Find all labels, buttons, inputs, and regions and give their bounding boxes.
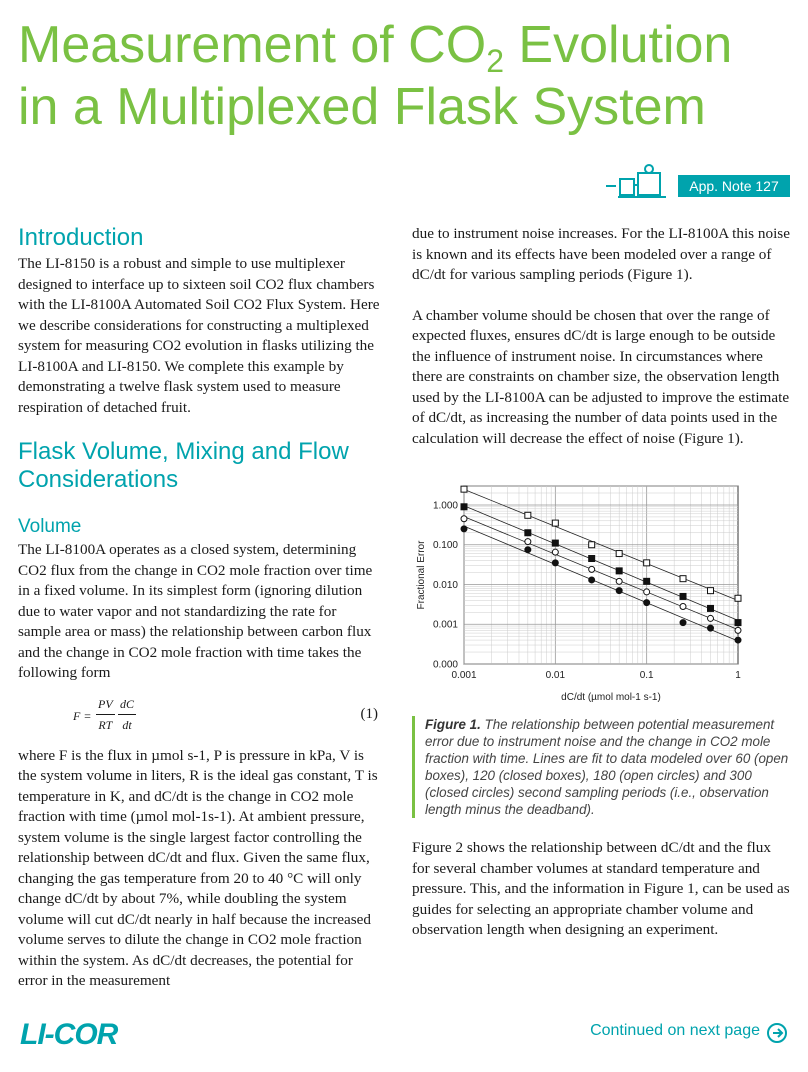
data-point: [680, 603, 686, 609]
data-point: [680, 593, 686, 599]
data-point: [644, 578, 650, 584]
data-point: [525, 539, 531, 545]
right-text-1: due to instrument noise increases. For the LI-8100A this noise is known and its effects have been modeled over a range of dC/dt for various sampling periods (Figure 1).: [412, 225, 790, 283]
licor-logo: LI-COR: [20, 1018, 118, 1051]
left-column: [18, 224, 382, 992]
data-point: [461, 526, 467, 532]
data-point: [461, 516, 467, 522]
y-tick-label: 0.001: [432, 619, 458, 631]
equation-1: F = $\frac{PV}{RT}$ $\frac{dC}{dt}$ (1): [18, 684, 382, 746]
title-line-2: in a Multiplexed Flask System: [18, 78, 706, 136]
data-point: [735, 637, 741, 643]
data-point: [644, 600, 650, 606]
figure-1-caption: Figure 1. The relationship between potential measurement error due to instrument noise and the change in CO2 mole fraction with time. Lines are fit to data modeled over 60 (open boxes), 120 (closed boxes), 180 (open circles) and 300 (closed circles) second sampling periods (i.e., observation length minus the deadband).: [412, 716, 795, 818]
y-tick-label: 1.000: [432, 500, 458, 512]
data-point: [461, 504, 467, 510]
data-point: [552, 520, 558, 526]
data-point: [735, 620, 741, 626]
data-point: [644, 589, 650, 595]
x-tick-label: 0.1: [639, 670, 654, 681]
arrow-right-icon[interactable]: [766, 1022, 788, 1044]
data-point: [552, 560, 558, 566]
data-point: [616, 578, 622, 584]
plot-area: [464, 486, 738, 664]
data-point: [589, 566, 595, 572]
volume-text-2: where F is the flux in µmol s-1, P is pressure in kPa, V is the system volume in liters, R is the ideal gas constant, T is temperature in K, and dC/dt is the change in CO2 mole fraction with time (µmol mol-1s-1). At ambient pressure, system volume is the single largest factor controlling the relationship between dC/dt and flux. Given the same flux, changing the gas temperature from 20 to 40 °C will only change dC/dt by about 7%, while doubling the system volume will cut dC/dt nearly in half because the increased volume serves to dilute the change in CO2 mole fraction within the system. As dC/dt decreases, the potential for error in the measurement: [18, 746, 378, 989]
title-line-1: Measurement of $CO_2$ Evolution: [18, 16, 733, 79]
figure-1-chart: [412, 478, 790, 708]
flask-heading: Flask Volume, Mixing and Flow Considerations: [18, 438, 349, 493]
data-point: [735, 595, 741, 601]
data-point: [708, 625, 714, 631]
data-point: [708, 588, 714, 594]
data-point: [461, 486, 467, 492]
right-column-bottom: [412, 838, 790, 941]
flask-icon: [614, 161, 670, 201]
continued-link[interactable]: Continued on next page: [590, 1022, 760, 1039]
equation-number: (1): [360, 705, 378, 722]
data-point: [708, 615, 714, 621]
data-point: [680, 620, 686, 626]
right-text-2: A chamber volume should be chosen that over the range of expected fluxes, ensures dC/dt is large enough to be outside the influence of instrument noise. In circumstances where there are constraints on chamber size, the observation length used by the LI-8100A can be adjusted to improve the estimate of dC/dt, as increasing the number of data points used in the calculation will decrease the effect of noise (Figure 1).: [412, 306, 790, 447]
data-point: [589, 556, 595, 562]
intro-heading: Introduction: [18, 224, 144, 251]
data-point: [589, 577, 595, 583]
x-axis-label: dC/dt (µmol mol-1 s-1): [561, 692, 661, 703]
data-point: [680, 576, 686, 582]
data-point: [616, 551, 622, 557]
right-text-3: Figure 2 shows the relationship between dC/dt and the flux for several chamber volumes at standard temperature and pressure. This, and the information in Figure 1, can be used as guides for selecting an appropriate chamber volume and observation length when designing an experiment.: [412, 839, 790, 938]
data-point: [644, 560, 650, 566]
y-tick-label: 0.100: [432, 540, 458, 552]
data-point: [552, 549, 558, 555]
data-point: [552, 540, 558, 546]
data-point: [616, 568, 622, 574]
data-point: [525, 530, 531, 536]
x-tick-label: 0.01: [545, 670, 566, 681]
data-point: [589, 542, 595, 548]
volume-heading: Volume: [18, 516, 82, 537]
y-tick-label: 0.000: [432, 659, 458, 671]
app-note-bar: [606, 175, 790, 197]
right-column: [412, 224, 790, 449]
y-tick-label: 0.010: [432, 579, 458, 591]
data-point: [616, 588, 622, 594]
data-point: [525, 547, 531, 553]
data-point: [708, 605, 714, 611]
x-tick-label: 0.001: [451, 670, 477, 681]
page-title: [18, 14, 798, 138]
data-point: [735, 627, 741, 633]
intro-text: The LI-8150 is a robust and simple to use multiplexer designed to interface up to sixteen soil CO2 flux chambers with the LI-8100A Automated Soil CO2 Flux System. Here we describe considerations for constructing a multiplexed system for measuring CO2 evolution in flasks utilizing the LI-8100A and LI-8150. We complete this example by demonstrating a twelve flask system used to measure respiration of detached fruit.: [18, 255, 380, 416]
data-point: [525, 512, 531, 518]
chart-svg: [412, 478, 790, 708]
volume-text-1: The LI-8100A operates as a closed system, determining CO2 flux from the change in CO2 mole fraction over time in a fixed volume. In its simplest form (ignoring dilution due to water vapor and not standardizing the rate for sample area or mass) the relationship between carbon flux and the change in CO2 mole fraction with time takes the following form: [18, 541, 373, 681]
y-axis-label: Fractional Error: [416, 540, 427, 610]
x-tick-label: 1: [735, 670, 741, 681]
app-note-badge: App. Note 127: [678, 175, 790, 197]
